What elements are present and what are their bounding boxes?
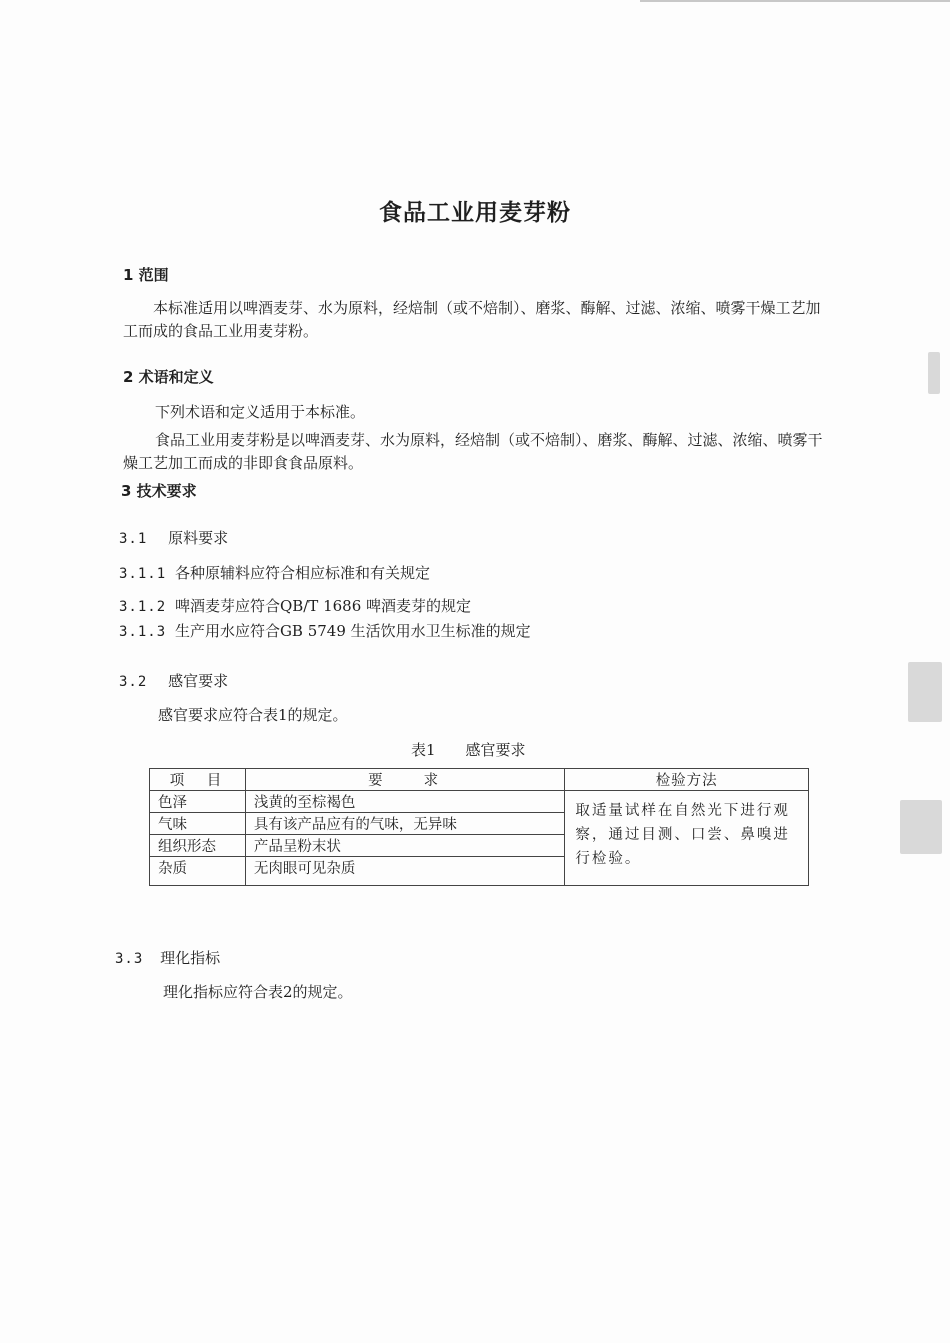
section-1-paragraph: 本标准适用以啤酒麦芽、水为原料，经焙制（或不焙制）、磨浆、酶解、过滤、浓缩、喷雾干燥工艺加工而成的食品工业用麦芽粉。 — [123, 299, 821, 340]
scan-smudge — [908, 662, 942, 722]
section-3-1-2-text: 啤酒麦芽应符合QB/T 1686 啤酒麦芽的规定 — [174, 597, 472, 615]
section-3-3-number: 3.3 — [115, 951, 144, 967]
table-cell-requirement: 产品呈粉末状 — [245, 835, 564, 857]
section-3-2-title: 感官要求 — [168, 672, 229, 690]
section-3-2-paragraph: 感官要求应符合表1的规定。 — [158, 706, 348, 724]
section-3-3-paragraph: 理化指标应符合表2的规定。 — [163, 983, 353, 1001]
table-cell-item: 杂质 — [150, 857, 246, 886]
section-2-paragraph-2: 食品工业用麦芽粉是以啤酒麦芽、水为原料，经焙制（或不焙制）、磨浆、酶解、过滤、浓缩、喷雾干燥工艺加工而成的非即食食品原料。 — [123, 431, 823, 472]
section-3-2-number: 3.2 — [119, 674, 148, 690]
sensory-requirements-table — [149, 768, 809, 886]
table-header-method: 检验方法 — [565, 769, 809, 791]
section-3-1-heading — [119, 527, 228, 548]
section-3-1-2 — [119, 595, 471, 616]
section-3-1-1-number: 3.1.1 — [119, 566, 167, 582]
section-3-1-3 — [119, 620, 531, 641]
section-3-1-2-number: 3.1.2 — [119, 599, 167, 615]
table-header-requirement: 要 求 — [245, 769, 564, 791]
scan-smudge — [900, 800, 942, 854]
section-3-1-3-number: 3.1.3 — [119, 624, 167, 640]
section-1-heading: 1 范围 — [123, 266, 169, 284]
table-cell-item: 组织形态 — [150, 835, 246, 857]
scan-smudge — [928, 352, 940, 394]
table-row — [150, 791, 809, 813]
table-header-item: 项 目 — [150, 769, 246, 791]
section-2-heading: 2 术语和定义 — [123, 368, 214, 386]
section-3-3-heading — [115, 947, 220, 968]
section-3-2-heading — [119, 670, 228, 691]
scan-edge-line — [640, 0, 950, 2]
section-3-1-title: 原料要求 — [168, 529, 229, 547]
table-cell-item: 色泽 — [150, 791, 246, 813]
document-title: 食品工业用麦芽粉 — [379, 200, 571, 226]
table-cell-method: 取适量试样在自然光下进行观察，通过目测、口尝、鼻嗅进行检验。 — [565, 791, 809, 886]
section-3-1-1-text: 各种原辅料应符合相应标准和有关规定 — [174, 564, 430, 582]
section-3-3-title: 理化指标 — [160, 949, 221, 967]
section-2-paragraph-1: 下列术语和定义适用于本标准。 — [155, 403, 366, 421]
table-cell-requirement: 浅黄的至棕褐色 — [245, 791, 564, 813]
section-3-1-number: 3.1 — [119, 531, 148, 547]
section-3-heading: 3 技术要求 — [121, 482, 197, 500]
table-cell-requirement: 具有该产品应有的气味，无异味 — [245, 813, 564, 835]
section-3-1-3-text: 生产用水应符合GB 5749 生活饮用水卫生标准的规定 — [174, 622, 531, 640]
table-cell-requirement: 无肉眼可见杂质 — [245, 857, 564, 886]
table-header-row — [150, 769, 809, 791]
table-1-caption: 表1 感官要求 — [411, 741, 526, 759]
table-cell-item: 气味 — [150, 813, 246, 835]
section-3-1-1 — [119, 562, 430, 583]
